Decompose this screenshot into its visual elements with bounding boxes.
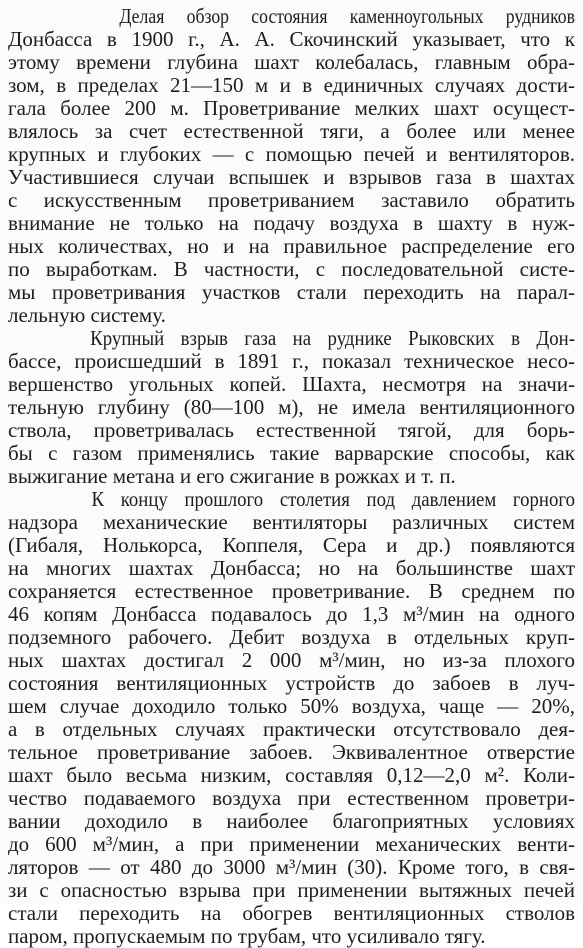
text-line: стали переходить на обогрев вентиляционных стволов — [8, 901, 575, 925]
document-body — [8, 5, 575, 948]
text-line: подземного рабочего. Дебит воздуха в отдельных круп- — [8, 625, 575, 649]
text-line: (Гибаля, Нолькорса, Коппеля, Сера и др.) появляются — [8, 533, 575, 557]
text-line: бассе, происшедший в 1891 г., показал техническое несо- — [8, 349, 575, 373]
text-line: до 600 м³/мин, а при применении механических венти- — [8, 832, 575, 856]
text-line: внимание не только на подачу воздуха в шахту в нуж- — [8, 211, 575, 235]
text-line: Донбасса в 1900 г., А. А. Скочинский указывает, что к — [8, 27, 575, 51]
text-line: надзора механические вентиляторы различных систем — [8, 510, 575, 534]
text-line: с искусственным проветриванием заставило обратить — [8, 188, 575, 212]
text-line: на многих шахтах Донбасса; но на большинстве шахт — [8, 556, 575, 580]
text-line: ляторов — от 480 до 3000 м³/мин (30). Кроме того, в свя- — [8, 855, 575, 879]
text-line: зом, в пределах 21—150 м и в единичных случаях дости- — [8, 73, 575, 97]
paragraph-3 — [8, 488, 575, 948]
text-line: вании доходило в наиболее благоприятных условиях — [8, 809, 575, 833]
text-line: лельную систему. — [8, 303, 166, 327]
paragraph-1 — [8, 5, 575, 327]
text-line: выжигание метана и его сжигание в рожках и т. п. — [8, 464, 456, 488]
text-line: Участившиеся случаи вспышек и взрывов газа в шахтах — [8, 165, 575, 189]
text-line: ных количествах, но и на правильное распределение его — [8, 234, 575, 258]
text-line: по выработкам. В частности, с последовательной систе- — [8, 257, 575, 281]
text-line: этому времени глубина шахт колебалась, главным обра- — [8, 50, 575, 74]
text-line: мы проветривания участков стали переходить на парал- — [8, 280, 575, 304]
text-line: влялось за счет естественной тяги, а более или менее — [8, 119, 575, 143]
text-line: зи с опасностью взрыва при применении вытяжных печей — [8, 878, 575, 902]
text-line: шем случае доходило только 50% воздуха, чаще — 20%, — [8, 694, 575, 718]
paragraph-2 — [8, 327, 575, 488]
text-line: сохраняется естественное проветривание. В среднем по — [8, 579, 575, 603]
text-line: Делая обзор состояния каменноугольных рудников — [8, 4, 575, 28]
text-line: ных шахтах достигал 2 000 м³/мин, но из-за плохого — [8, 648, 575, 672]
text-line: К концу прошлого столетия под давлением горного — [8, 487, 575, 511]
text-line: вершенство угольных копей. Шахта, несмотря на значи- — [8, 372, 575, 396]
text-line: состояния вентиляционных устройств до забоев в луч- — [8, 671, 575, 695]
text-line: Крупный взрыв газа на руднике Рыковских в Дон- — [8, 326, 575, 350]
text-line: чество подаваемого воздуха при естественном проветри- — [8, 786, 575, 810]
text-line: шахт было весьма низким, составляя 0,12—2,0 м². Коли- — [8, 763, 575, 787]
text-line: а в отдельных случаях практически отсутствовало дея- — [8, 717, 575, 741]
text-line: паром, пропускаемым по трубам, что усиливало тягу. — [8, 924, 486, 948]
text-line: 46 копям Донбасса подавалось до 1,3 м³/мин на одного — [8, 602, 575, 626]
text-line: тельную глубину (80—100 м), не имела вентиляционного — [8, 395, 575, 419]
text-line: тельное проветривание забоев. Эквивалентное отверстие — [8, 740, 575, 764]
text-line: гала более 200 м. Проветривание мелких шахт осущест- — [8, 96, 575, 120]
text-line: бы с газом применялись такие варварские способы, как — [8, 441, 575, 465]
text-line: крупных и глубоких — с помощью печей и вентиляторов. — [8, 142, 575, 166]
text-line: ствола, проветривалась естественной тягой, для борь- — [8, 418, 575, 442]
